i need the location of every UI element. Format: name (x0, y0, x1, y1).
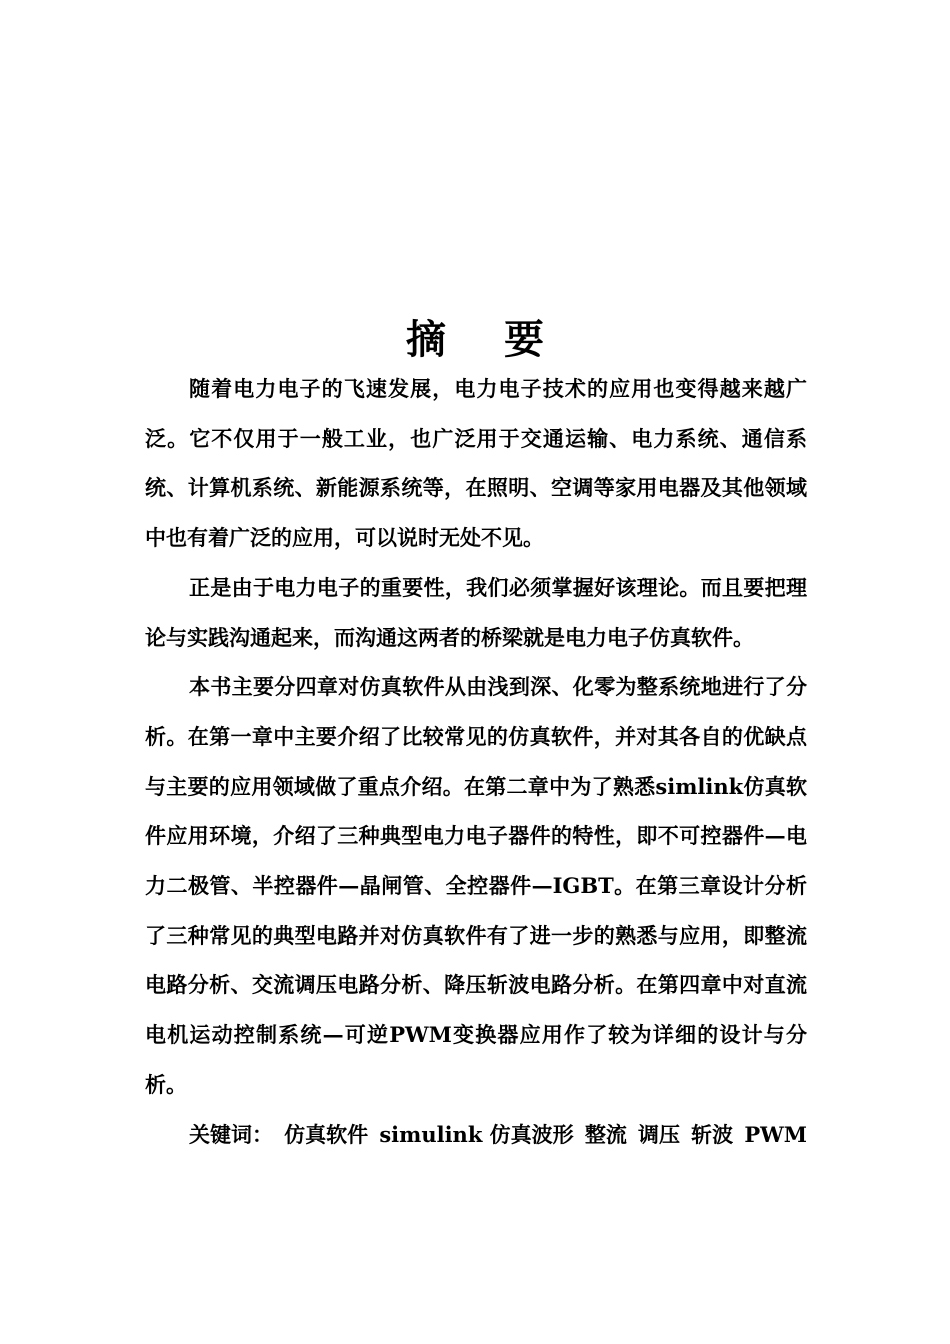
keyword: 仿真软件 (284, 1121, 369, 1147)
paragraph-2: 正是由于电力电子的重要性，我们必须掌握好该理论。而且要把理论与实践沟通起来，而沟通这两者的桥梁就是电力电子仿真软件。 (145, 574, 807, 650)
keyword: 调压 (638, 1121, 680, 1147)
keywords-label: 关键词： (189, 1121, 273, 1147)
keyword: 斩波 (691, 1121, 734, 1147)
keyword: 整流 (584, 1121, 627, 1147)
paragraph-1: 随着电力电子的飞速发展，电力电子技术的应用也变得越来越广泛。它不仅用于一般工业，也广泛用于交通运输、电力系统、通信系统、计算机系统、新能源系统等，在照明、空调等家用电器及其他领域中也有着广泛的应用，可以说时无处不见。 (145, 376, 807, 551)
paragraph-3: 本书主要分四章对仿真软件从由浅到深、化零为整系统地进行了分析。在第一章中主要介绍了比较常见的仿真软件，并对其各自的优缺点与主要的应用领域做了重点介绍。在第二章中为了熟悉simlink仿真软件应用环境，介绍了三种典型电力电子器件的特性，即不可控器件—电力二极管、半控器件—晶闸管、全控器件—IGBT。在第三章设计分析了三种常见的典型电路并对仿真软件有了进一步的熟悉与应用，即整流电路分析、交流调压电路分析、降压斩波电路分析。在第四章中对直流电机运动控制系统—可逆PWM变换器应用作了较为详细的设计与分析。 (145, 674, 807, 1097)
abstract-title: 摘 要 (406, 316, 566, 363)
abstract-body (145, 364, 807, 1159)
keywords-line (145, 1110, 807, 1160)
keyword: simulink 仿真波形 (379, 1121, 574, 1147)
keyword: PWM (744, 1121, 807, 1147)
